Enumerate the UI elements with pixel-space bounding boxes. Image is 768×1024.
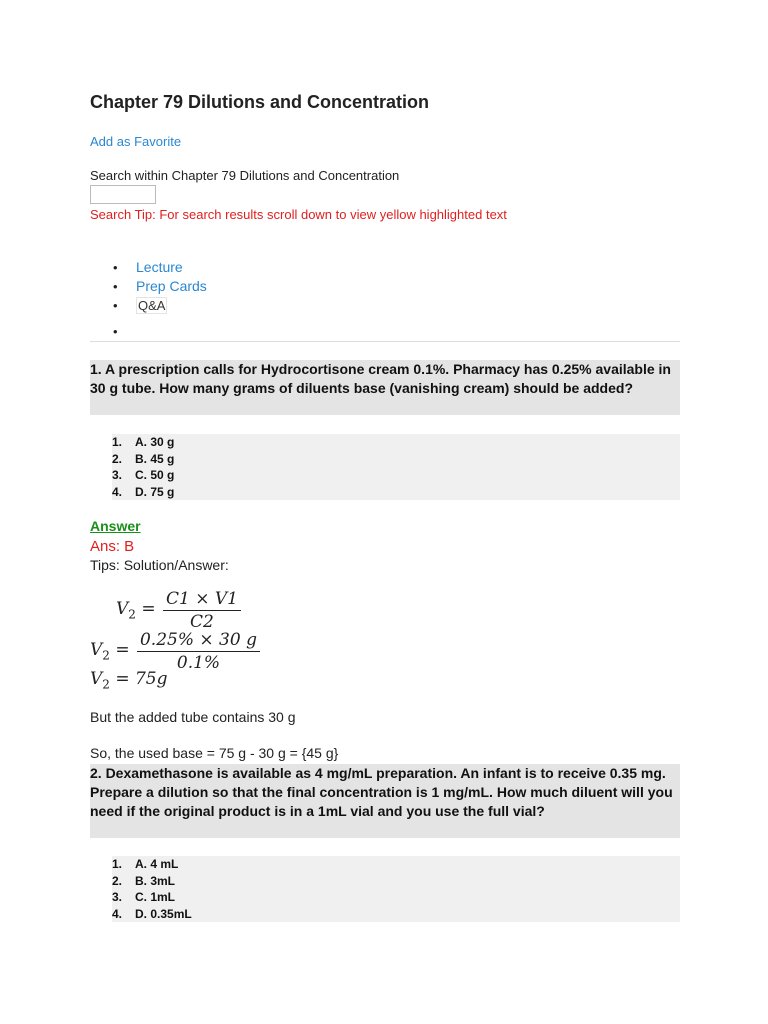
answer-value: Ans: B [90, 538, 135, 555]
option-a[interactable] [112, 434, 680, 451]
bullet-icon: • [113, 324, 118, 339]
search-label: Search within Chapter 79 Dilutions and Concentration [90, 168, 400, 183]
explanation-line: But the added tube contains 30 g [90, 709, 296, 725]
option-label: D. 0.35mL [135, 906, 192, 921]
formula-fraction [137, 630, 260, 673]
explanation-line: So, the used base = 75 g - 30 g = {45 g} [90, 745, 339, 761]
option-c[interactable] [112, 467, 680, 484]
question-2-options [112, 856, 680, 922]
nav-item-prep-cards[interactable] [90, 277, 207, 296]
option-d[interactable] [112, 906, 680, 923]
option-label: A. 30 g [135, 435, 175, 449]
formula-lhs: $V_2$ = [116, 599, 156, 622]
option-number: 1. [112, 435, 123, 449]
bullet-icon: • [113, 279, 118, 294]
option-c[interactable] [112, 889, 680, 906]
formula-lhs: $V_2$ = [90, 640, 130, 663]
option-number: 4. [112, 906, 123, 921]
formula-substituted [90, 630, 260, 673]
nav-item-empty [90, 322, 207, 341]
option-b[interactable] [112, 451, 680, 468]
formula-denominator: 0.1% [176, 653, 221, 673]
nav-link-prep-cards[interactable]: Prep Cards [136, 278, 207, 294]
formula-lhs: $V_2 = 75g$ [90, 669, 168, 692]
option-label: C. 50 g [135, 468, 175, 482]
nav-item-qa[interactable] [90, 296, 207, 315]
answer-toggle-link[interactable]: Answer [90, 518, 141, 534]
bullet-icon: • [113, 298, 118, 313]
page-title: Chapter 79 Dilutions and Concentration [90, 92, 430, 112]
nav-item-lecture[interactable] [90, 258, 207, 277]
formula-fraction [163, 589, 241, 632]
option-b[interactable] [112, 873, 680, 890]
option-label: B. 45 g [135, 451, 175, 466]
search-input[interactable] [90, 185, 156, 204]
option-label: A. 4 mL [135, 857, 179, 871]
add-favorite-link[interactable]: Add as Favorite [90, 134, 182, 149]
option-number: 2. [112, 451, 123, 466]
question-1: 1. A prescription calls for Hydrocortisone cream 0.1%. Pharmacy has 0.25% available in 30 g tube. How many grams of diluents base (vanishing cream) should be added? [90, 360, 680, 415]
option-number: 1. [112, 857, 123, 871]
formula-denominator: C2 [190, 612, 214, 632]
option-label: B. 3mL [135, 873, 176, 888]
nav-link-lecture[interactable]: Lecture [136, 259, 183, 275]
option-d[interactable] [112, 484, 680, 501]
nav-link-qa[interactable]: Q&A [138, 298, 166, 313]
tips-heading: Tips: Solution/Answer: [90, 557, 229, 573]
question-2: 2. Dexamethasone is available as 4 mg/mL preparation. An infant is to receive 0.35 mg. Prepare a dilution so that the final concentration is 1 mg/mL. How much diluent will you need if the original product is in a 1mL vial and you use the full vial? [90, 764, 680, 838]
option-label: D. 75 g [135, 484, 175, 499]
formula-numerator: 0.25% × 30 g [137, 630, 260, 652]
formula-result [90, 669, 170, 691]
formula-numerator: C1 × V1 [163, 589, 241, 611]
option-label: C. 1mL [135, 890, 176, 904]
section-nav [90, 258, 207, 341]
search-tip: Search Tip: For search results scroll down to view yellow highlighted text [90, 207, 507, 222]
option-number: 3. [112, 890, 123, 904]
bullet-icon: • [113, 260, 118, 275]
divider [90, 341, 680, 342]
option-number: 4. [112, 484, 123, 499]
formula-general [116, 589, 241, 632]
option-number: 3. [112, 468, 123, 482]
question-1-options [112, 434, 680, 500]
option-a[interactable] [112, 856, 680, 873]
option-number: 2. [112, 873, 123, 888]
